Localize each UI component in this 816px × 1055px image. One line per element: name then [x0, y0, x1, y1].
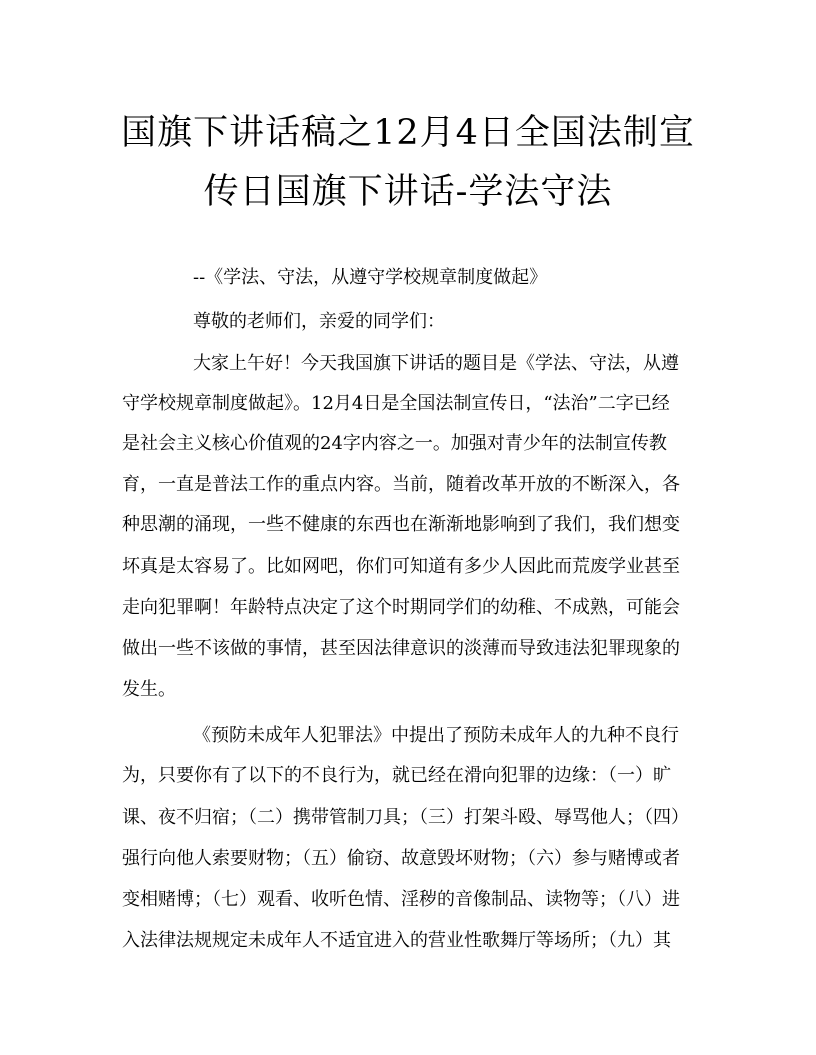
paragraph1-line-1: 大家上午好！今天我国旗下讲话的题目是《学法、守法，从遵 [193, 353, 679, 374]
document-title-line-2: 传日国旗下讲话-学法守法 [203, 172, 613, 212]
paragraph2-line-3: 课、夜不归宿；（二）携带管制刀具；（三）打架斗殴、辱骂他人；（四） [122, 807, 689, 828]
document-subtitle: --《学法、守法，从遵守学校规章制度做起》 [193, 267, 548, 288]
paragraph1-line-3: 是社会主义核心价值观的24字内容之一。加强对青少年的法制宣传教 [122, 433, 667, 454]
paragraph1-line-7: 走向犯罪啊！年龄特点决定了这个时期同学们的幼稚、不成熟，可能会 [122, 597, 680, 618]
paragraph2-line-2: 为，只要你有了以下的不良行为，就已经在滑向犯罪的边缘：（一）旷 [122, 765, 671, 786]
paragraph1-line-6: 坏真是太容易了。比如网吧，你们可知道有多少人因此而荒废学业甚至 [122, 556, 680, 577]
paragraph1-line-2: 守学校规章制度做起》。12月4日是全国法制宣传日，“法治”二字已经 [122, 393, 670, 414]
paragraph2-line-1: 《预防未成年人犯罪法》中提出了预防未成年人的九种不良行 [193, 725, 679, 746]
document-title-line-1: 国旗下讲话稿之12月4日全国法制宣 [121, 113, 695, 153]
paragraph1-line-9: 发生。 [122, 679, 176, 700]
paragraph2-line-4: 强行向他人索要财物；（五）偷窃、故意毁坏财物；（六）参与赌博或者 [122, 848, 680, 869]
paragraph2-line-5: 变相赌博；（七）观看、收听色情、淫秽的音像制品、读物等；（八）进 [122, 889, 680, 910]
paragraph1-line-4: 育，一直是普法工作的重点内容。当前，随着改革开放的不断深入，各 [122, 474, 680, 495]
paragraph1-line-8: 做出一些不该做的事情，甚至因法律意识的淡薄而导致违法犯罪现象的 [122, 638, 680, 659]
paragraph2-line-6: 入法律法规规定未成年人不适宜进入的营业性歌舞厅等场所；（九）其 [122, 930, 671, 951]
paragraph1-line-5: 种思潮的涌现，一些不健康的东西也在渐渐地影响到了我们，我们想变 [122, 514, 680, 535]
greeting-line: 尊敬的老师们，亲爱的同学们： [193, 311, 445, 332]
